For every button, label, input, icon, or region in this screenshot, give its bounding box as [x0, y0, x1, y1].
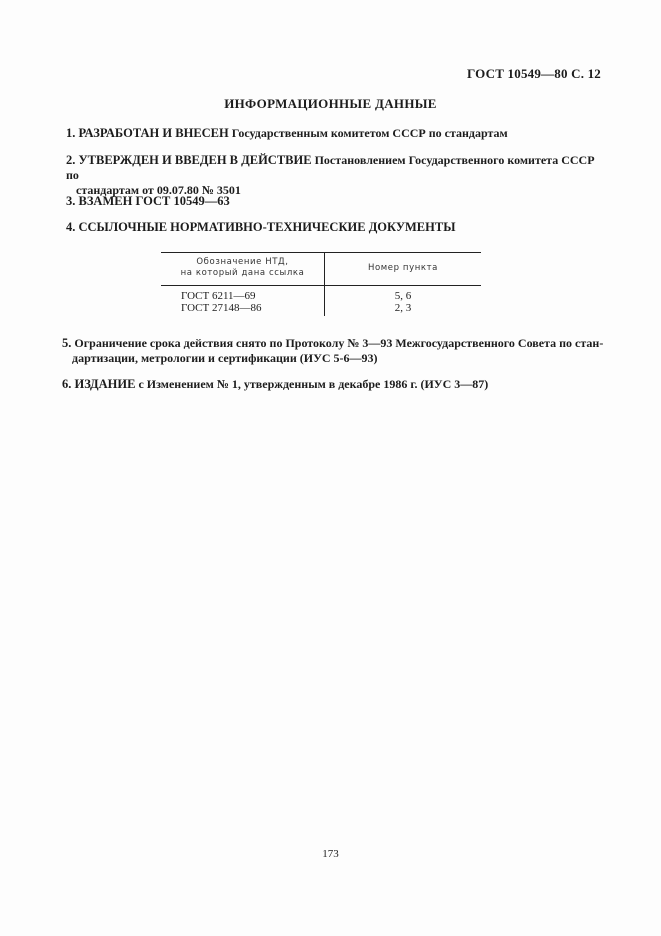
- info-item-5: [62, 336, 607, 366]
- info-item-2-text: Постановлением Государственного комитета СССР по: [66, 153, 595, 182]
- ntd-table: [161, 252, 481, 316]
- table-cell-clause: 5, 6: [394, 290, 412, 302]
- ntd-clause-column: [325, 286, 481, 316]
- info-item-5-text: Ограничение срока действия снято по Протоколу № 3—93 Межгосударственного Совета по стан-: [71, 336, 604, 350]
- info-item-3-lead: 3. ВЗАМЕН ГОСТ 10549—63: [66, 194, 230, 208]
- table-cell-doc: ГОСТ 6211—69: [181, 290, 256, 302]
- info-item-1-text: Государственным комитетом СССР по стандартам: [228, 126, 508, 140]
- info-item-1-lead: 1. РАЗРАБОТАН И ВНЕСЕН: [66, 126, 229, 140]
- ntd-col-doc-header-line1: Обозначение НТД,: [196, 257, 289, 267]
- info-item-6: [62, 377, 602, 392]
- info-item-1: [66, 126, 606, 141]
- document-header: ГОСТ 10549—80 С. 12: [467, 66, 601, 81]
- ntd-doc-column: [161, 286, 325, 316]
- section-title: ИНФОРМАЦИОННЫЕ ДАННЫЕ: [224, 96, 437, 111]
- info-item-3: [66, 194, 606, 209]
- table-cell-doc: ГОСТ 27148—86: [181, 302, 262, 314]
- info-item-2-text-cont: стандартам от 09.07.80 № 3501: [76, 183, 241, 197]
- info-item-2-lead: 2. УТВЕРЖДЕН И ВВЕДЕН В ДЕЙСТВИЕ: [66, 153, 312, 167]
- page-number: 173: [322, 848, 339, 860]
- info-item-4: [66, 220, 606, 235]
- info-item-4-lead: 4. ССЫЛОЧНЫЕ НОРМАТИВНО-ТЕХНИЧЕСКИЕ ДОКУМЕНТЫ: [66, 220, 456, 234]
- info-item-6-text: с Изменением № 1, утвержденным в декабре 1986 г. (ИУС 3—87): [135, 377, 489, 391]
- info-item-6-lead: 6. ИЗДАНИЕ: [62, 377, 136, 391]
- info-item-2: [66, 153, 606, 198]
- ntd-table-header: [161, 253, 481, 286]
- ntd-col-clause-header: Номер пункта: [368, 263, 438, 273]
- ntd-col-doc-header: [161, 253, 325, 285]
- info-item-5-text-cont: дартизации, метрологии и сертификации (ИУС 5-6—93): [72, 351, 378, 365]
- info-item-5-lead: 5.: [62, 336, 72, 350]
- table-cell-clause: 2, 3: [394, 302, 412, 314]
- ntd-col-doc-header-line2: на который дана ссылка: [180, 268, 305, 278]
- ntd-table-body: [161, 286, 481, 316]
